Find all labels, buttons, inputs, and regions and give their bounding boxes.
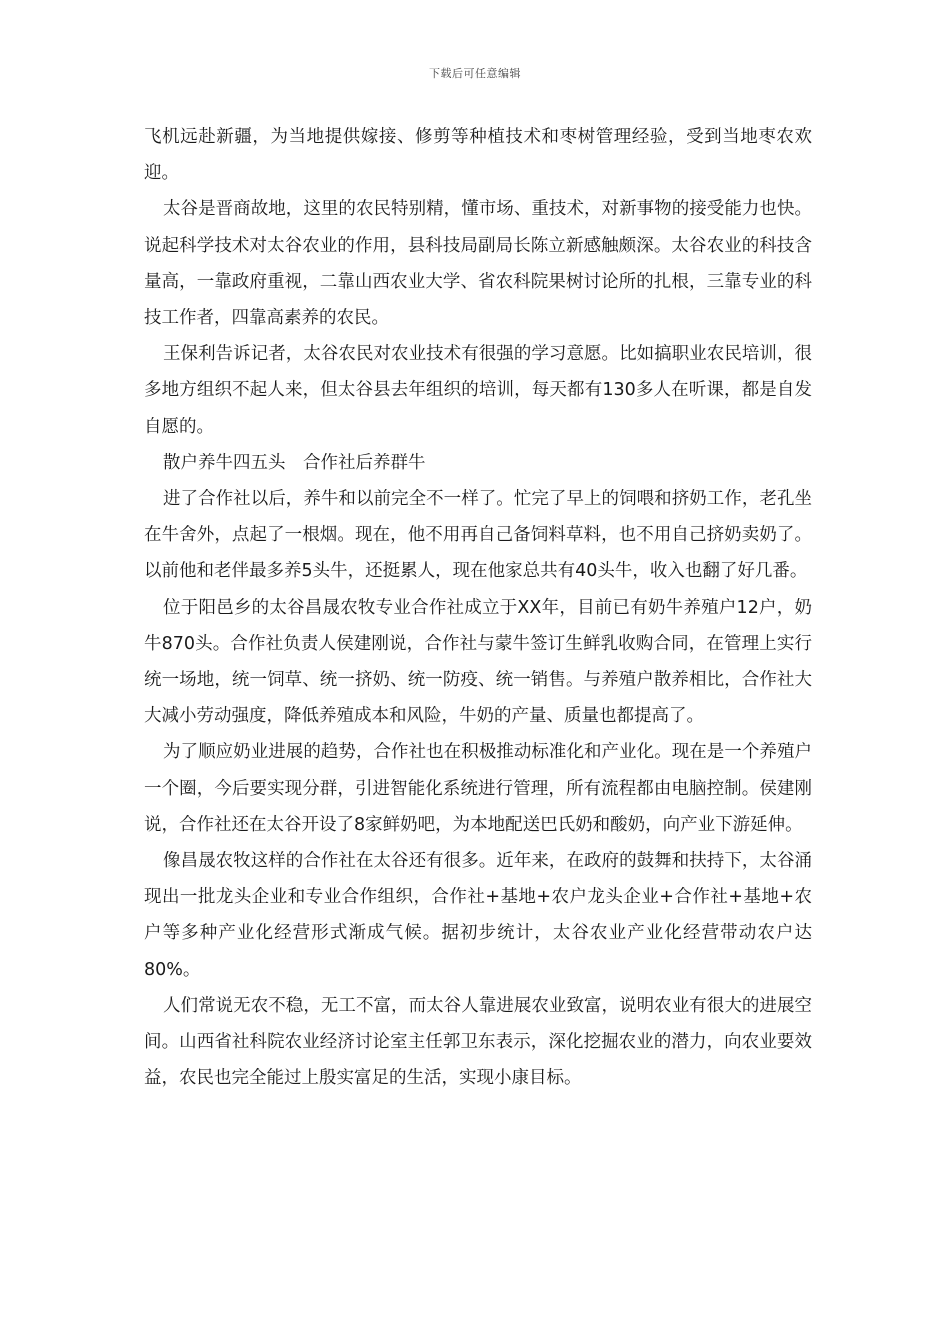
paragraph-8: 像昌晟农牧这样的合作社在太谷还有很多。近年来，在政府的鼓舞和扶持下，太谷涌现出一批龙头企业和专业合作组织，合作社+基地+农户龙头企业+合作社+基地+农户等多种产业化经营形式渐成气候。据初步统计，太谷农业产业化经营带动农户达80%。	[144, 851, 812, 980]
page-header-note: 下载后可任意编辑	[429, 67, 521, 80]
section-heading: 散户养牛四五头 合作社后养群牛	[163, 452, 426, 473]
paragraph-2: 太谷是晋商故地，这里的农民特别精，懂市场、重技术，对新事物的接受能力也快。说起科学技术对太谷农业的作用，县科技局副局长陈立新感触颇深。太谷农业的科技含量高，一靠政府重视，二靠山西农业大学、省农科院果树讨论所的扎根，三靠专业的科技工作者，四靠高素养的农民。	[144, 199, 812, 329]
paragraph-9: 人们常说无农不稳，无工不富，而太谷人靠进展农业致富，说明农业有很大的进展空间。山西省社科院农业经济讨论室主任郭卫东表示，深化挖掘农业的潜力，向农业要效益，农民也完全能过上殷实富足的生活，实现小康目标。	[144, 995, 812, 1089]
paragraph-1: 飞机远赴新疆，为当地提供嫁接、修剪等种植技术和枣树管理经验，受到当地枣农欢迎。	[144, 127, 812, 184]
paragraph-3: 王保利告诉记者，太谷农民对农业技术有很强的学习意愿。比如搞职业农民培训，很多地方组织不起人来，但太谷县去年组织的培训，每天都有130多人在听课，都是自发自愿的。	[144, 344, 812, 437]
article-body	[144, 119, 812, 1096]
paragraph-6: 位于阳邑乡的太谷昌晟农牧专业合作社成立于XX年，目前已有奶牛养殖户12户，奶牛870头。合作社负责人侯建刚说，合作社与蒙牛签订生鲜乳收购合同，在管理上实行统一场地，统一饲草、统一挤奶、统一防疫、统一销售。与养殖户散养相比，合作社大大减小劳动强度，降低养殖成本和风险，牛奶的产量、质量也都提高了。	[144, 597, 812, 727]
paragraph-5: 进了合作社以后，养牛和以前完全不一样了。忙完了早上的饲喂和挤奶工作，老孔坐在牛舍外，点起了一根烟。现在，他不用再自己备饲料草料，也不用自己挤奶卖奶了。以前他和老伴最多养5头牛，还挺累人，现在他家总共有40头牛，收入也翻了好几番。	[144, 489, 812, 582]
paragraph-7: 为了顺应奶业进展的趋势，合作社也在积极推动标准化和产业化。现在是一个养殖户一个圈，今后要实现分群，引进智能化系统进行管理，所有流程都由电脑控制。侯建刚说，合作社还在太谷开设了8家鲜奶吧，为本地配送巴氏奶和酸奶，向产业下游延伸。	[144, 742, 812, 835]
